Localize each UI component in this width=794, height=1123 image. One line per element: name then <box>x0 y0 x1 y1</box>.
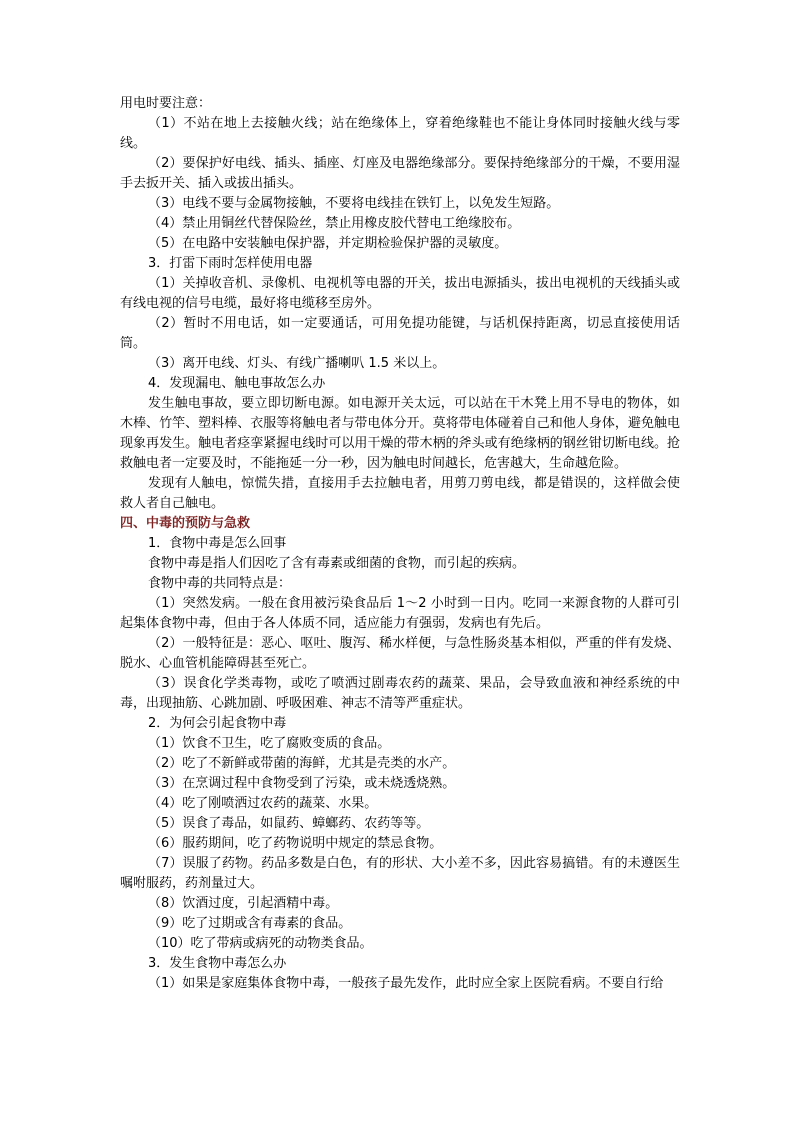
paragraph: （2）吃了不新鲜或带菌的海鲜，尤其是壳类的水产。 <box>148 756 456 771</box>
paragraph: （10）吃了带病或病死的动物类食品。 <box>148 936 373 951</box>
paragraph: （2）暂时不用电话，如一定要通话，可用免提功能键，与话机保持距离，切忌直接使用话筒。 <box>120 316 680 351</box>
paragraph: （3）误食化学类毒物，或吃了喷洒过剧毒农药的蔬菜、果品，会导致血液和神经系统的中毒，出现抽筋、心跳加剧、呼吸困难、神志不清等严重症状。 <box>120 676 680 711</box>
paragraph: （6）服药期间，吃了药物说明中规定的禁忌食物。 <box>148 836 443 851</box>
paragraph: （2）一般特征是：恶心、呕吐、腹泻、稀水样便，与急性肠炎基本相似，严重的伴有发烧、脱水、心血管机能障碍甚至死亡。 <box>120 636 680 671</box>
paragraph: （7）误服了药物。药品多数是白色，有的形状、大小差不多，因此容易搞错。有的未遵医生嘱咐服药，药剂量过大。 <box>120 856 680 891</box>
paragraph: 用电时要注意： <box>120 96 212 111</box>
paragraph: （1）不站在地上去接触火线；站在绝缘体上，穿着绝缘鞋也不能让身体同时接触火线与零线。 <box>120 116 680 151</box>
document-body <box>120 94 680 994</box>
paragraph: 食物中毒是指人们因吃了含有毒素或细菌的食物，而引起的疾病。 <box>148 556 526 571</box>
paragraph: 3．打雷下雨时怎样使用电器 <box>148 256 313 271</box>
paragraph: （1）关掉收音机、录像机、电视机等电器的开关，拔出电源插头，拔出电视机的天线插头或有线电视的信号电缆，最好将电缆移至房外。 <box>120 276 680 311</box>
paragraph: （8）饮酒过度，引起酒精中毒。 <box>148 896 339 911</box>
paragraph: （2）要保护好电线、插头、插座、灯座及电器绝缘部分。要保持绝缘部分的干燥，不要用湿手去扳开关、插入或拔出插头。 <box>120 156 680 191</box>
paragraph: 1．食物中毒是怎么回事 <box>148 536 287 551</box>
paragraph: 发现有人触电，惊慌失措，直接用手去拉触电者，用剪刀剪电线，都是错误的，这样做会使救人者自己触电。 <box>120 476 680 511</box>
paragraph: （4）吃了刚喷洒过农药的蔬菜、水果。 <box>148 796 378 811</box>
paragraph: （5）在电路中安装触电保护器，并定期检验保护器的灵敏度。 <box>148 236 508 251</box>
paragraph: 2．为何会引起食物中毒 <box>148 716 287 731</box>
paragraph: （5）误食了毒品，如鼠药、蟑螂药、农药等等。 <box>148 816 430 831</box>
section-heading: 四、中毒的预防与急救 <box>120 516 251 531</box>
paragraph: （1）如果是家庭集体食物中毒，一般孩子最先发作，此时应全家上医院看病。不要自行给 <box>148 976 664 991</box>
paragraph: （9）吃了过期或含有毒素的食品。 <box>148 916 352 931</box>
paragraph: 发生触电事故，要立即切断电源。如电源开关太远，可以站在干木凳上用不导电的物体，如木棒、竹竿、塑料棒、衣服等将触电者与带电体分开。莫将带电体碰着自己和他人身体，避免触电现象再发生。触电者痉挛紧握电线时可以用干燥的带木柄的斧头或有绝缘柄的钢丝钳切断电线。抢救触电者一定要及时，不能拖延一分一秒，因为触电时间越长，危害越大，生命越危险。 <box>120 396 680 471</box>
paragraph: （3）离开电线、灯头、有线广播喇叭 1.5 米以上。 <box>148 356 446 371</box>
paragraph: （4）禁止用铜丝代替保险丝，禁止用橡皮胶代替电工绝缘胶布。 <box>148 216 521 231</box>
paragraph: 食物中毒的共同特点是： <box>148 576 292 591</box>
paragraph: （3）在烹调过程中食物受到了污染，或未烧透烧熟。 <box>148 776 456 791</box>
paragraph: 3．发生食物中毒怎么办 <box>148 956 287 971</box>
paragraph: （1）突然发病。一般在食用被污染食品后 1～2 小时到一日内。吃同一来源食物的人群可引起集体食物中毒，但由于各人体质不同，适应能力有强弱，发病也有先后。 <box>120 596 680 631</box>
paragraph: （1）饮食不卫生，吃了腐败变质的食品。 <box>148 736 391 751</box>
paragraph: （3）电线不要与金属物接触，不要将电线挂在铁钉上，以免发生短路。 <box>148 196 560 211</box>
paragraph: 4．发现漏电、触电事故怎么办 <box>148 376 326 391</box>
